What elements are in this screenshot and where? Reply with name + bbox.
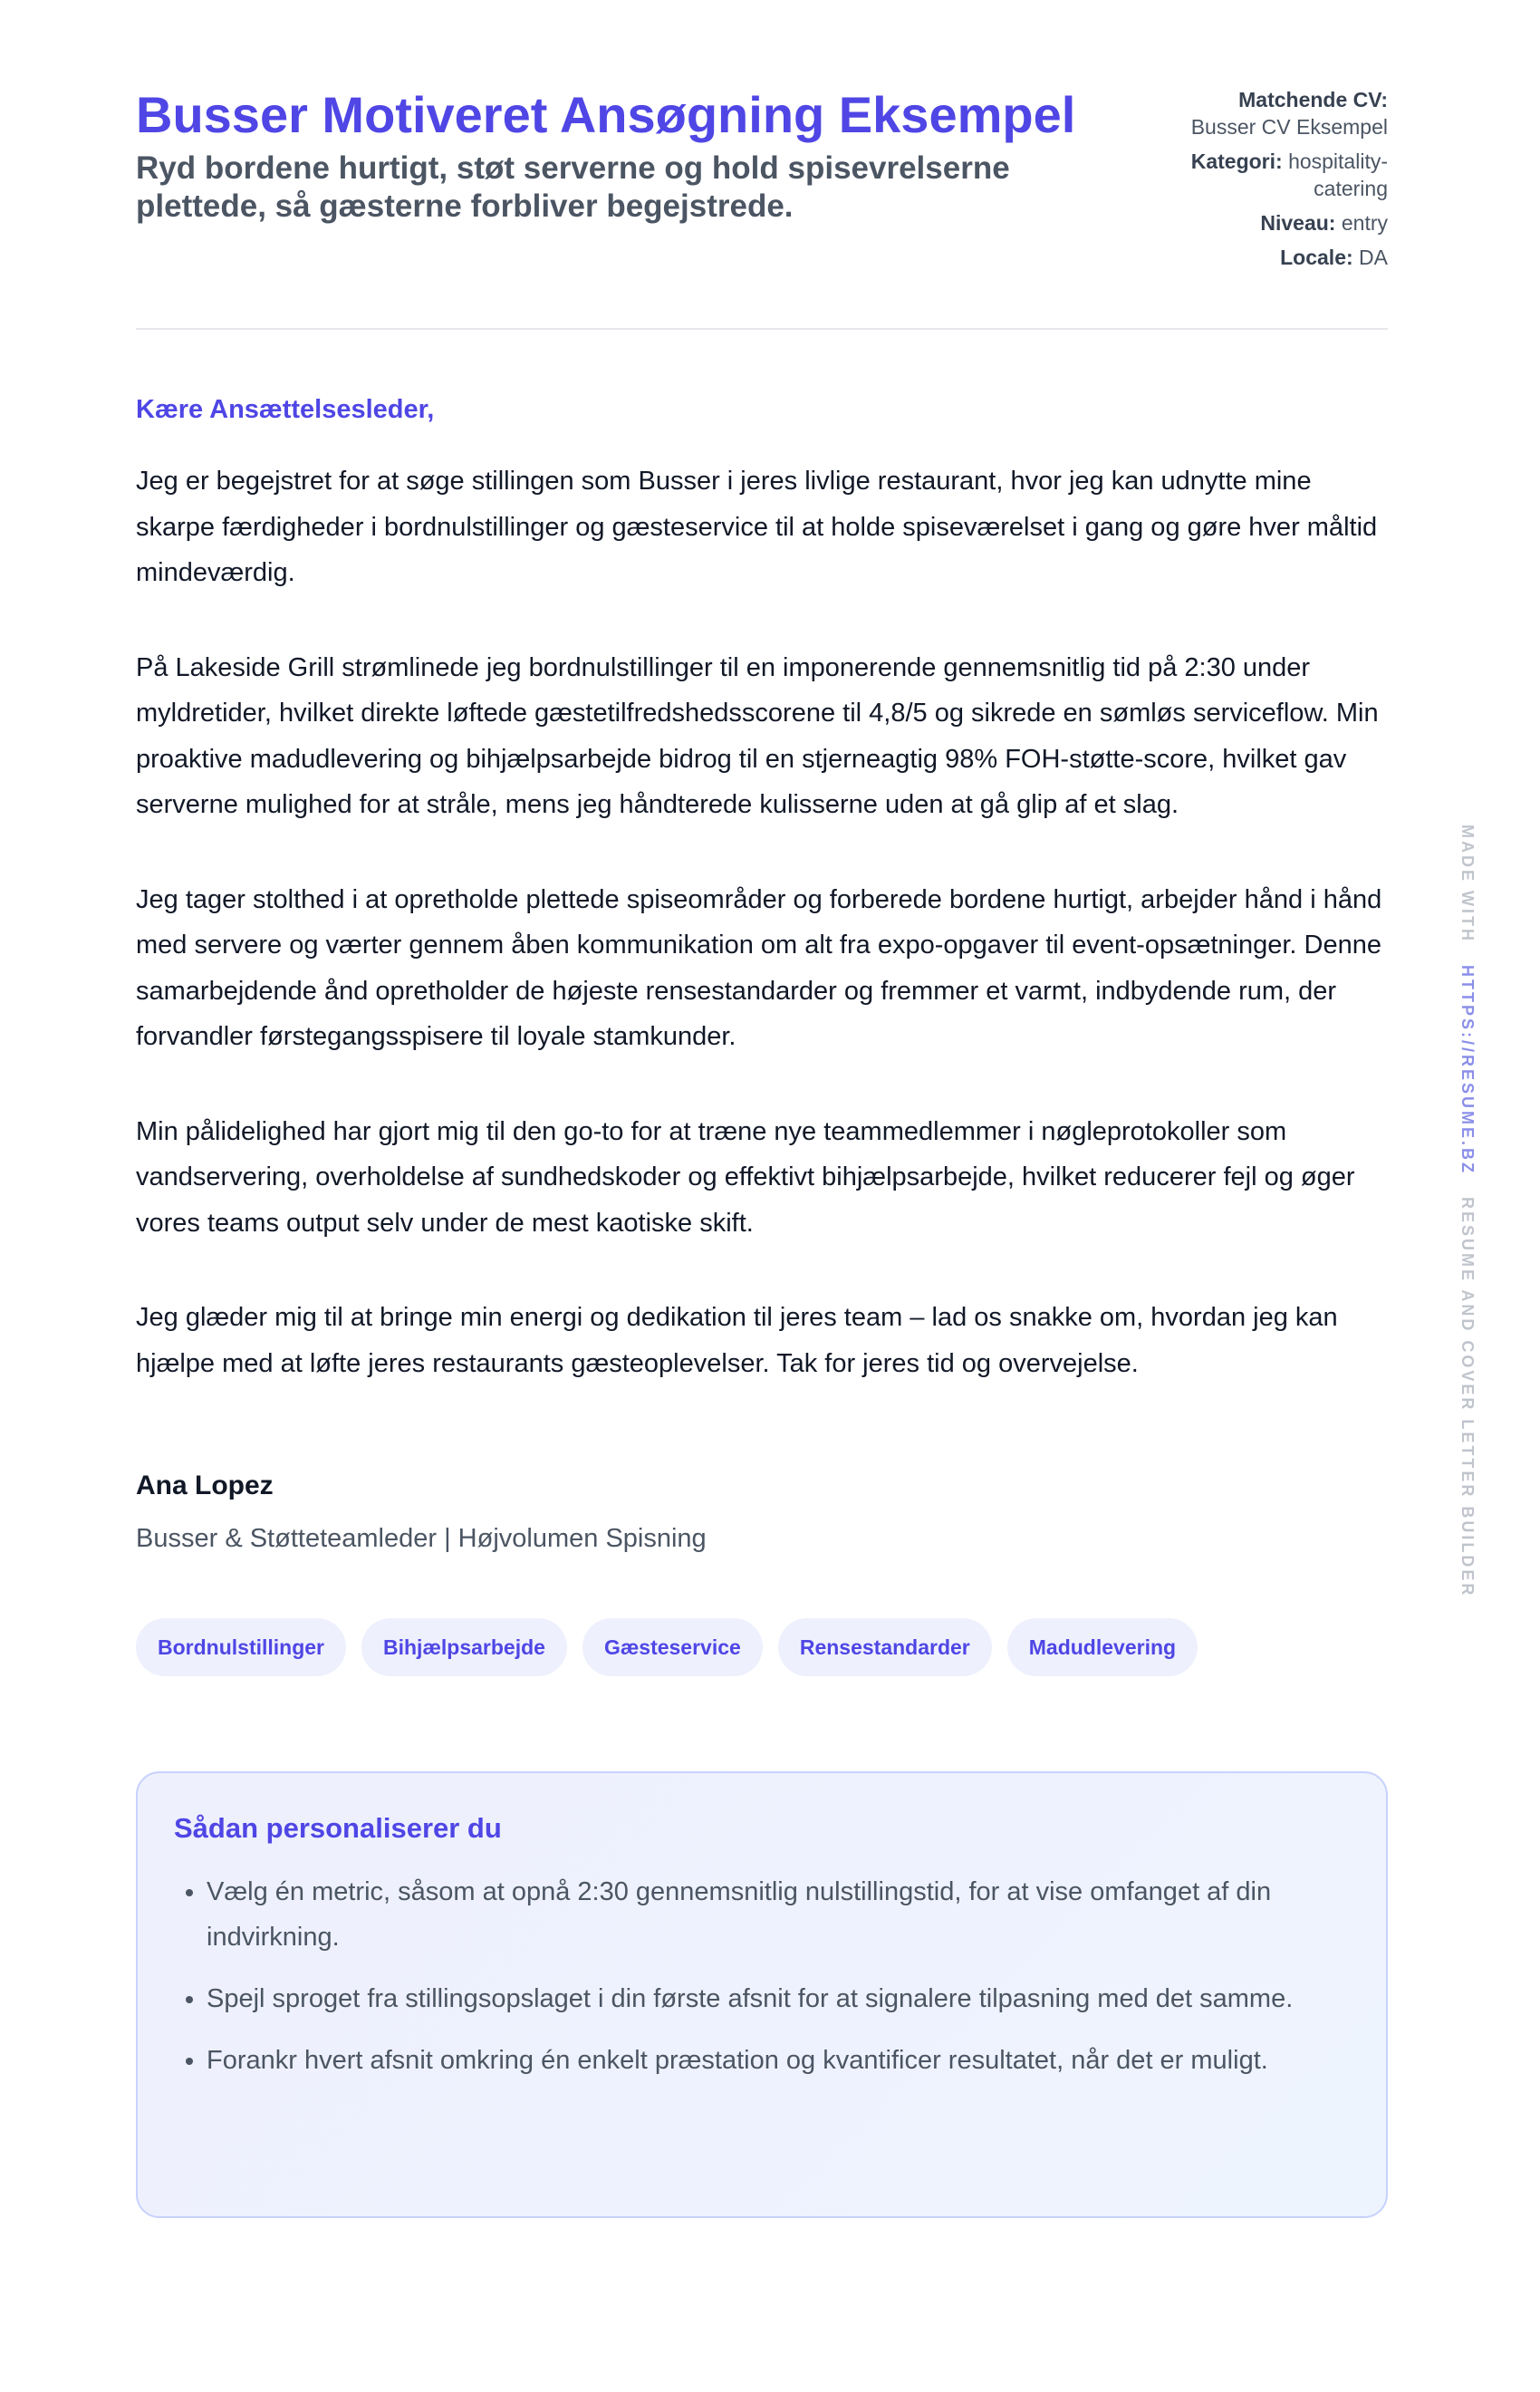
meta-cv-label: Matchende CV: — [1238, 88, 1388, 111]
meta-level — [1152, 209, 1388, 236]
skill-tag: Rensestandarder — [778, 1618, 992, 1676]
meta-category — [1152, 148, 1388, 202]
cover-letter-page — [136, 86, 1388, 2218]
letter-paragraph-reliability: Min pålidelighed har gjort mig til den go-to for at træne nye teammedlemmer i nøgleprotokoller som vandservering, overholdelse af sundhedskoder og effektivt bihjælpsarbejde, hvilket reducerer fejl og øger vores teams output selv under de mest kaotiske skift. — [136, 1116, 1355, 1238]
tips-list — [174, 1869, 1350, 2083]
skill-tag: Gæsteservice — [582, 1618, 763, 1676]
signature — [136, 1470, 1388, 1555]
meta-category-value: hospitality-catering — [1288, 150, 1388, 200]
letter-paragraph-closing: Jeg glæder mig til at bringe min energi og dedikation til jeres team – lad os snakke om, hvordan jeg kan hjælpe med at løfte jeres restaurants gæsteoplevelser. Tak for jeres tid og overvejelse. — [136, 1303, 1338, 1378]
meta-category-label: Kategori: — [1190, 150, 1283, 173]
signature-role: Busser & Støtteteamleder | Højvolumen Spisning — [136, 1524, 707, 1553]
page-title: Busser Motiveret Ansøgning Eksempel — [136, 86, 1076, 143]
personalization-tips-box — [136, 1771, 1388, 2218]
made-with-branding — [1444, 825, 1477, 1598]
page-subtitle: Ryd bordene hurtigt, støt serverne og hold spisevrelserne plettede, så gæsterne forbliver begejstrede. — [136, 150, 1010, 224]
letter-paragraph-achievements: På Lakeside Grill strømlinede jeg bordnulstillinger til en imponerende gennemsnitlig tid på 2:30 under myldretider, hvilket direkte løftede gæstetilfredshedsscorene til 4,8/5 og sikrede en sømløs serviceflow. Min proaktive madudlevering og bihjælpsarbejde bidrog til en stjerneagtig 98% FOH-støtte-score, hvilket gav serverne mulighed for at stråle, mens jeg håndterede kulisserne uden at gå glip af et slag. — [136, 652, 1379, 819]
skill-tag: Bordnulstillinger — [136, 1618, 346, 1676]
meta-locale-value: DA — [1359, 246, 1388, 269]
meta-locale-label: Locale: — [1280, 246, 1353, 269]
skill-tags — [136, 1618, 1388, 1676]
meta-cv — [1152, 86, 1388, 140]
branding-prefix: MADE WITH — [1458, 825, 1477, 943]
letter-greeting: Kære Ansættelsesleder, — [136, 395, 435, 424]
header — [136, 86, 1388, 330]
title-block — [136, 86, 1114, 226]
branding-link[interactable]: HTTPS://RESUME.BZ — [1458, 965, 1477, 1176]
meta-cv-value: Busser CV Eksempel — [1190, 115, 1388, 139]
skill-tag: Bihjælpsarbejde — [361, 1618, 567, 1676]
tips-item: • Vælg én metric, såsom at opnå 2:30 gennemsnitlig nulstillingstid, for at vise omfanget af din indvirkning. — [207, 1869, 1350, 1960]
letter-paragraph-intro: Jeg er begejstret for at søge stillingen som Busser i jeres livlige restaurant, hvor jeg kan udnytte mine skarpe færdigheder i bordnulstillinger og gæsteservice til at holde spiseværelset i gang og gøre hver måltid mindeværdig. — [136, 467, 1378, 587]
tips-item: • Spejl sproget fra stillingsopslaget i din første afsnit for at signalere tilpasning med det samme. — [207, 1976, 1350, 2021]
meta-level-label: Niveau: — [1260, 211, 1336, 235]
letter-paragraph-teamwork: Jeg tager stolthed i at opretholde plettede spiseområder og forberede bordene hurtigt, arbejder hånd i hånd med servere og værter gennem åben kommunikation om alt fra expo-opgaver til event-opsætninger. Denne samarbejdende ånd opretholder de højeste rensestandarder og fremmer et varmt, indbydende rum, der forvandler førstegangsspisere til loyale stamkunder. — [136, 884, 1382, 1051]
meta-level-value: entry — [1341, 211, 1388, 235]
tips-item: • Forankr hvert afsnit omkring én enkelt præstation og kvantificer resultatet, når det er muligt. — [207, 2038, 1350, 2083]
branding-suffix: RESUME AND COVER LETTER BUILDER — [1458, 1197, 1477, 1598]
meta-locale — [1152, 244, 1388, 271]
signature-name: Ana Lopez — [136, 1471, 274, 1500]
skill-tag: Madudlevering — [1007, 1618, 1198, 1676]
tips-title: Sådan personaliserer du — [174, 1812, 502, 1844]
meta-panel — [1152, 86, 1388, 278]
